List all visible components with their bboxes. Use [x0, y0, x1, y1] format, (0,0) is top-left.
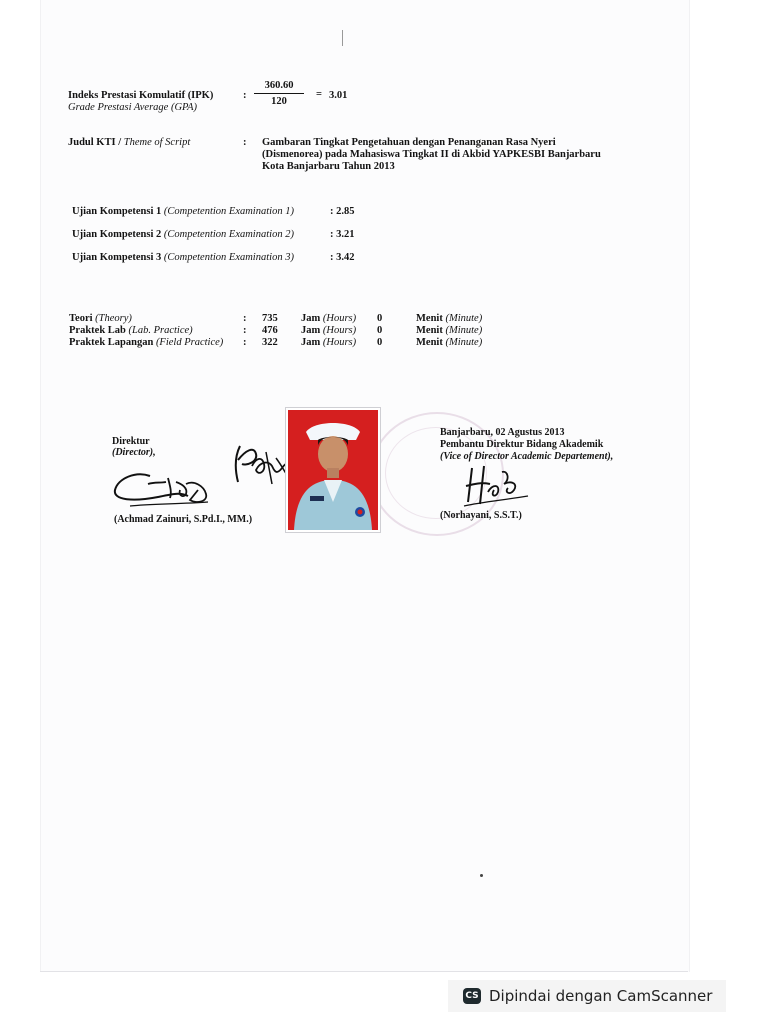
kti-theme-line: Gambaran Tingkat Pengetahuan dengan Penanganan Rasa Nyeri	[262, 137, 556, 148]
hours-colon: :	[243, 325, 247, 336]
page-bottom-edge	[40, 971, 688, 972]
kti-colon: :	[243, 137, 247, 148]
minutes-unit: Menit (Minute)	[416, 313, 483, 324]
scan-dot	[480, 874, 483, 877]
place-date: Banjarbaru, 02 Agustus 2013	[440, 427, 565, 438]
camscanner-logo-icon: CS	[463, 988, 481, 1004]
hours-value: 322	[262, 337, 278, 348]
competency-row	[72, 229, 294, 240]
camscanner-text: Dipindai dengan CamScanner	[489, 987, 713, 1005]
hours-value: 476	[262, 325, 278, 336]
kti-label-en: Theme of Script	[123, 137, 191, 148]
minutes-value: 0	[377, 313, 383, 324]
competency-row	[72, 206, 294, 217]
ipk-result: 3.01	[329, 90, 348, 101]
student-portrait-icon	[288, 410, 378, 530]
competency-label-en: (Competention Examination 1)	[163, 206, 294, 217]
director-title: Direktur	[112, 436, 150, 447]
kti-label-id: Judul KTI /	[68, 137, 122, 148]
hours-colon: :	[243, 337, 247, 348]
director-signature-icon	[110, 462, 214, 510]
competency-label-en: (Competention Examination 3)	[163, 252, 294, 263]
vice-director-signature-icon	[458, 462, 532, 510]
kti-theme	[262, 137, 642, 173]
student-portrait-photo	[286, 408, 380, 532]
camscanner-watermark	[448, 980, 726, 1012]
hours-unit: Jam (Hours)	[301, 325, 357, 336]
ipk-numerator: 360.60	[254, 80, 304, 94]
ipk-label: Indeks Prestasi Komulatif (IPK)	[68, 90, 214, 101]
competency-value: : 2.85	[330, 206, 355, 217]
competency-label-en: (Competention Examination 2)	[163, 229, 294, 240]
competency-label: Ujian Kompetensi 1	[72, 206, 162, 217]
ipk-fraction	[254, 80, 304, 107]
competency-value: : 3.42	[330, 252, 355, 263]
ipk-denominator: 120	[271, 96, 287, 107]
minutes-unit: Menit (Minute)	[416, 325, 483, 336]
competency-value: : 3.21	[330, 229, 355, 240]
hours-unit: Jam (Hours)	[301, 337, 357, 348]
minutes-value: 0	[377, 337, 383, 348]
hours-value: 735	[262, 313, 278, 324]
director-title-en: (Director),	[112, 447, 156, 458]
ipk-colon: :	[243, 90, 247, 101]
hours-label: Praktek Lab (Lab. Practice)	[69, 325, 193, 336]
competency-label: Ujian Kompetensi 2	[72, 229, 162, 240]
vice-director-title: Pembantu Direktur Bidang Akademik	[440, 439, 604, 450]
minutes-value: 0	[377, 325, 383, 336]
kti-theme-line: Kota Banjarbaru Tahun 2013	[262, 161, 395, 172]
hours-label: Teori (Theory)	[69, 313, 132, 324]
vice-director-title-en: (Vice of Director Academic Departement),	[440, 451, 614, 462]
hours-unit: Jam (Hours)	[301, 313, 357, 324]
ipk-equals: =	[316, 89, 322, 100]
competency-row	[72, 252, 294, 263]
competency-label: Ujian Kompetensi 3	[72, 252, 162, 263]
kti-label	[68, 137, 190, 148]
ipk-label-en: Grade Prestasi Average (GPA)	[68, 102, 197, 113]
hours-label: Praktek Lapangan (Field Practice)	[69, 337, 224, 348]
minutes-unit: Menit (Minute)	[416, 337, 483, 348]
director-name: (Achmad Zainuri, S.Pd.I., MM.)	[114, 514, 253, 525]
kti-theme-line: (Dismenorea) pada Mahasiswa Tingkat II di Akbid YAPKESBI Banjarbaru	[262, 149, 601, 160]
vice-director-name: (Norhayani, S.S.T.)	[440, 510, 522, 521]
hours-colon: :	[243, 313, 247, 324]
scan-mark	[342, 30, 343, 46]
